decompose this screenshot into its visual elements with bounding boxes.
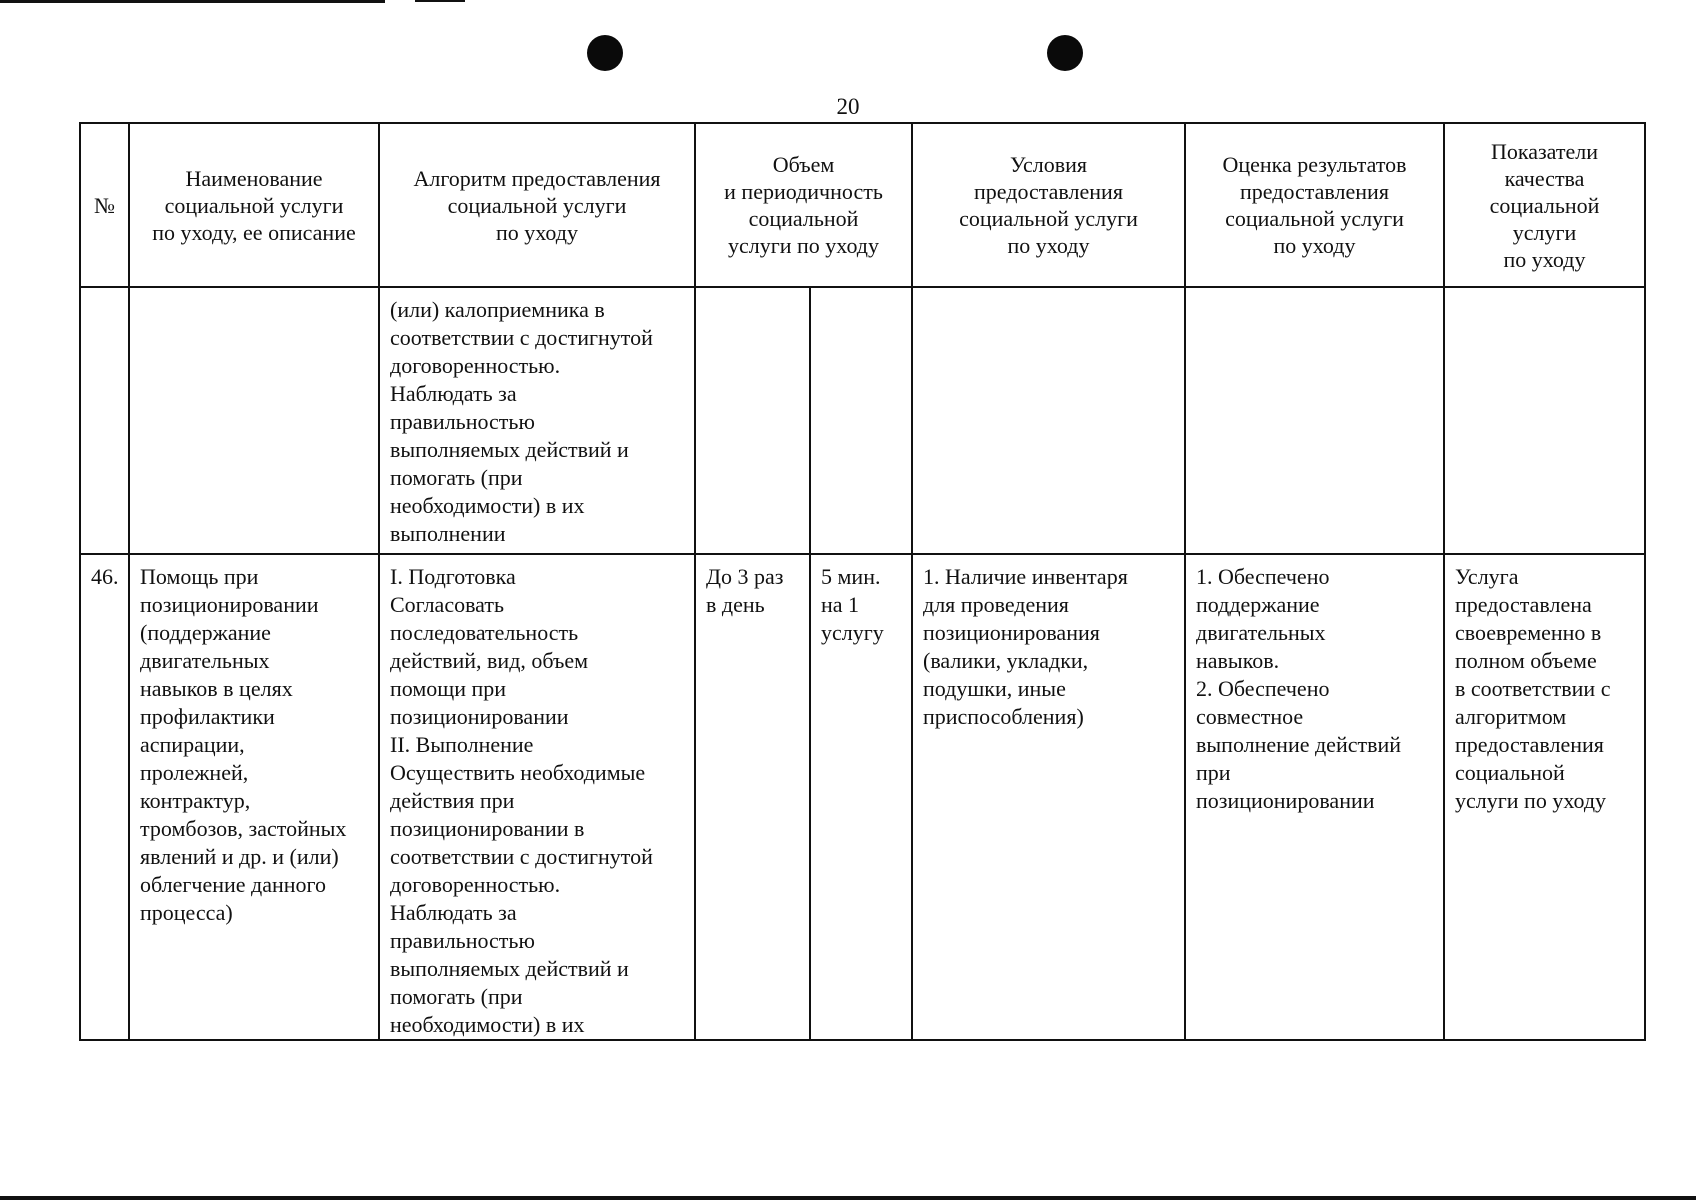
cell-text-line: двигательных	[1196, 620, 1326, 645]
page-number: 20	[836, 94, 860, 119]
cell-text-line: №	[94, 192, 115, 218]
cell-text-line: выполнение действий	[1196, 732, 1402, 757]
cell-text-line: социальной	[1489, 192, 1600, 218]
cell-text-line: тромбозов, застойных	[140, 816, 347, 841]
cell-text-line: услугу	[821, 620, 884, 645]
cont-evaluation-cell	[1185, 287, 1444, 554]
cell-text-line: подушки, иные	[923, 676, 1066, 701]
row46-quality-cell	[1444, 554, 1645, 1040]
cell-text-line: действий, вид, объем	[390, 648, 589, 673]
cell-text-line: правильностью	[390, 409, 535, 434]
cell-text-line: социальной услуги	[959, 206, 1138, 231]
cell-text-line: (поддержание	[140, 620, 271, 645]
cell-text-line: позиционировании	[1196, 788, 1375, 813]
cell-text-line: приспособления)	[923, 704, 1084, 729]
punch-hole-left	[587, 35, 623, 71]
cell-text-line: 1. Наличие инвентаря	[923, 564, 1128, 589]
cont-quality-cell	[1444, 287, 1645, 554]
cell-text-line: двигательных	[140, 648, 270, 673]
cell-text-line: позиционировании	[140, 592, 319, 617]
cell-text-line: пролежней,	[140, 760, 249, 785]
cell-text-line: социальной	[748, 206, 859, 231]
cell-text-line: Осуществить необходимые	[390, 760, 646, 785]
cell-text-line: договоренностью.	[390, 353, 561, 378]
cell-text-line: Оценка результатов	[1222, 152, 1407, 177]
punch-hole-right	[1047, 35, 1083, 71]
table-row-continuation	[80, 287, 1645, 554]
cell-text-line: процесса)	[140, 900, 233, 925]
cell-text-line: 1. Обеспечено	[1196, 564, 1330, 589]
cell-text-line: Помощь при	[140, 564, 259, 589]
cell-text-line: Согласовать	[390, 592, 505, 617]
cell-text-line: услуги по уходу	[1455, 788, 1607, 813]
cell-text-line: последовательность	[390, 620, 579, 645]
cell-text-line: облегчение данного	[140, 872, 327, 897]
services-table	[79, 122, 1646, 1041]
row46-frequency-cell	[695, 554, 810, 1040]
cell-text-line: предоставления	[974, 179, 1123, 204]
cell-text-line: своевременно в	[1455, 620, 1602, 645]
row46-name-cell	[129, 554, 379, 1040]
cell-text-line: соответствии с достигнутой	[390, 844, 653, 869]
cont-number-cell	[80, 287, 129, 554]
cell-text-line: действия при	[390, 788, 515, 813]
row46-duration-cell	[810, 554, 912, 1040]
cell-text-line: совместное	[1196, 704, 1304, 729]
cell-text-line: предоставления	[1455, 732, 1604, 757]
cell-text-line: по уходу, ее описание	[152, 219, 356, 245]
cell-text-line: 46.	[91, 564, 119, 589]
cont-name-cell	[129, 287, 379, 554]
row46-number-cell	[80, 554, 129, 1040]
cell-text-line: качества	[1504, 165, 1585, 191]
cell-text-line: навыков в целях	[140, 676, 293, 701]
cell-text-line: помогать (при	[390, 465, 523, 490]
cont-algorithm-cell	[379, 287, 695, 554]
cell-text-line: необходимости) в их	[390, 493, 585, 518]
header-number	[80, 123, 129, 287]
cell-text-line: До 3 раз	[706, 564, 784, 589]
row46-evaluation-cell	[1185, 554, 1444, 1040]
cell-text-line: позиционировании в	[390, 816, 585, 841]
cell-text-line: для проведения	[923, 592, 1069, 617]
cell-text-line: Услуга	[1455, 564, 1519, 589]
cell-text-line: Условия	[1010, 152, 1087, 177]
header-quality	[1444, 123, 1645, 287]
cell-text-line: необходимости) в их	[390, 1012, 585, 1037]
cell-text-line: II. Выполнение	[390, 732, 534, 757]
cont-frequency-cell	[695, 287, 810, 554]
cont-duration-cell	[810, 287, 912, 554]
cell-text-line: контрактур,	[140, 788, 251, 813]
header-service-name	[129, 123, 379, 287]
cell-text-line: помощи при	[390, 676, 507, 701]
cell-text-line: предоставления	[1240, 179, 1389, 204]
cell-text-line: при	[1196, 760, 1231, 785]
cell-text-line: Наблюдать за	[390, 900, 517, 925]
cell-text-line: позиционировании	[390, 704, 569, 729]
cell-text-line: по уходу	[1273, 233, 1356, 258]
cell-text-line: выполнении	[390, 521, 506, 546]
cell-text-line: I. Подготовка	[390, 564, 516, 589]
header-volume-periodicity	[695, 123, 912, 287]
cell-text-line: по уходу	[496, 219, 578, 245]
cell-text-line: (или) калоприемника в	[390, 297, 605, 322]
cell-text-line: выполняемых действий и	[390, 956, 629, 981]
cell-text-line: предоставлена	[1455, 592, 1592, 617]
header-algorithm	[379, 123, 695, 287]
cell-text-line: и периодичность	[724, 179, 883, 204]
cell-text-line: Показатели	[1490, 138, 1599, 164]
cell-text-line: договоренностью.	[390, 872, 561, 897]
cell-text-line: 2. Обеспечено	[1196, 676, 1330, 701]
scan-edge-top-left	[0, 0, 385, 3]
cell-text-line: на 1	[821, 592, 860, 617]
cell-text-line: позиционирования	[923, 620, 1100, 645]
scan-edge-bottom	[0, 1196, 1696, 1200]
table-header-row	[80, 123, 1645, 287]
cell-text-line: поддержание	[1196, 592, 1320, 617]
cell-text-line: Объем	[772, 152, 835, 177]
cell-text-line: социальной услуги	[164, 192, 344, 218]
cell-text-line: Алгоритм предоставления	[413, 165, 661, 191]
scan-edge-top-mid	[415, 0, 465, 2]
cell-text-line: в соответствии с	[1455, 676, 1611, 701]
row46-algorithm-cell	[379, 554, 695, 1040]
row46-conditions-cell	[912, 554, 1185, 1040]
cell-text-line: 5 мин.	[821, 564, 881, 589]
cell-text-line: соответствии с достигнутой	[390, 325, 653, 350]
cell-text-line: социальной услуги	[447, 192, 627, 218]
cont-conditions-cell	[912, 287, 1185, 554]
cell-text-line: (валики, укладки,	[923, 648, 1089, 673]
cell-text-line: полном объеме	[1455, 648, 1597, 673]
cell-text-line: явлений и др. и (или)	[140, 844, 339, 869]
cell-text-line: услуги	[1512, 219, 1577, 245]
cell-text-line: в день	[706, 592, 765, 617]
cell-text-line: выполняемых действий и	[390, 437, 629, 462]
cell-text-line: помогать (при	[390, 984, 523, 1009]
cell-text-line: правильностью	[390, 928, 535, 953]
cell-text-line: по уходу	[1007, 233, 1090, 258]
cell-text-line: алгоритмом	[1455, 704, 1567, 729]
header-conditions	[912, 123, 1185, 287]
cell-text-line: по уходу	[1503, 246, 1586, 272]
header-evaluation	[1185, 123, 1444, 287]
cell-text-line: Наблюдать за	[390, 381, 517, 406]
cell-text-line: Наименование	[185, 165, 323, 191]
cell-text-line: услуги по уходу	[727, 233, 880, 258]
cell-text-line: навыков.	[1196, 648, 1280, 673]
cell-text-line: социальной	[1455, 760, 1565, 785]
cell-text-line: аспирации,	[140, 732, 245, 757]
cell-text-line: профилактики	[140, 704, 275, 729]
cell-text-line: социальной услуги	[1225, 206, 1404, 231]
table-row-46	[80, 554, 1645, 1040]
